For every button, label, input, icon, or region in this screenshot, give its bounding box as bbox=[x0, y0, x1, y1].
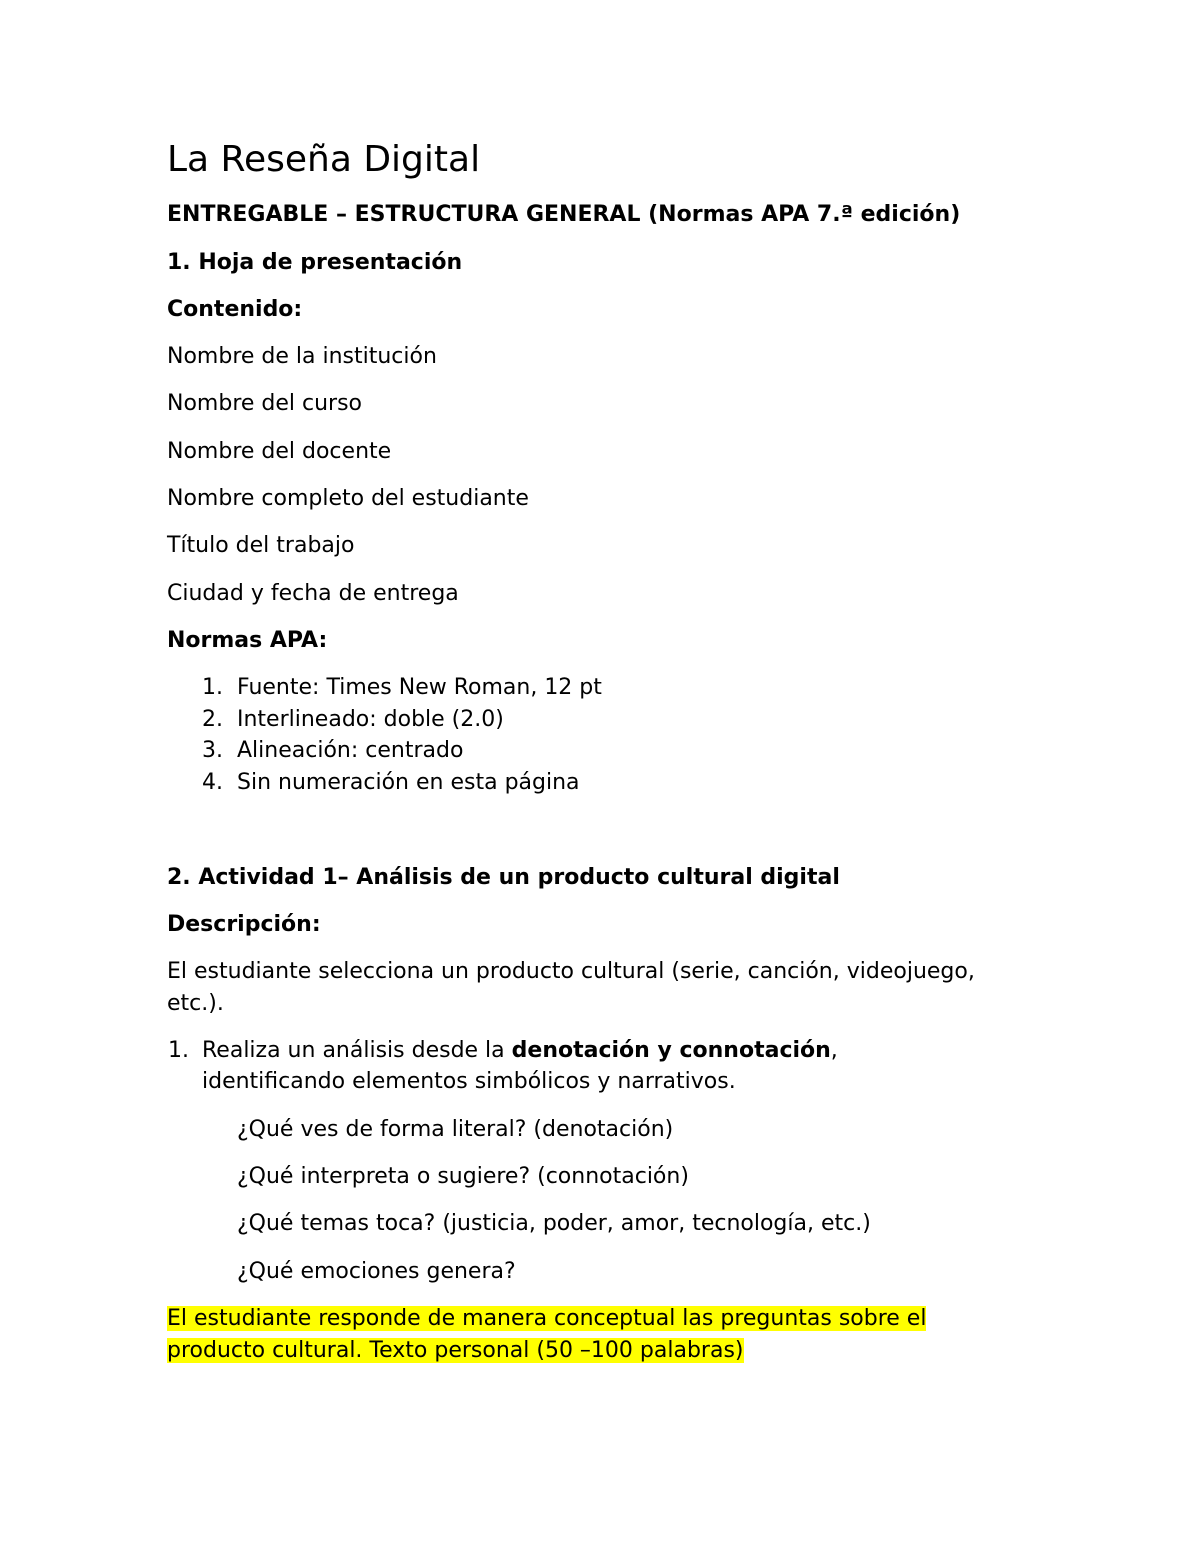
list-text-end: , bbox=[830, 1038, 838, 1063]
section2-heading: 2. Actividad 1– Análisis de un producto cultural digital bbox=[167, 865, 840, 890]
highlighted-instruction bbox=[167, 1335, 744, 1366]
list-text-bold: denotación y connotación bbox=[511, 1038, 831, 1063]
intro-text: etc.). bbox=[167, 991, 224, 1016]
contenido-item: Ciudad y fecha de entrega bbox=[167, 581, 459, 606]
contenido-item: Nombre completo del estudiante bbox=[167, 486, 529, 511]
list-text: Interlineado: doble (2.0) bbox=[237, 707, 504, 732]
highlighted-text: El estudiante responde de manera conceptual las preguntas sobre el bbox=[167, 1306, 927, 1331]
normas-label: Normas APA: bbox=[167, 628, 328, 653]
list-text-continuation: identificando elementos simbólicos y narrativos. bbox=[202, 1069, 736, 1094]
contenido-item: Nombre del curso bbox=[167, 391, 363, 416]
highlighted-instruction bbox=[167, 1303, 926, 1334]
list-text bbox=[202, 1035, 838, 1066]
question-item: ¿Qué interpreta o sugiere? (connotación) bbox=[237, 1164, 689, 1189]
list-number: 1. bbox=[202, 675, 223, 700]
section1-heading: 1. Hoja de presentación bbox=[167, 250, 463, 275]
contenido-label: Contenido: bbox=[167, 297, 303, 322]
question-item: ¿Qué ves de forma literal? (denotación) bbox=[237, 1117, 674, 1142]
list-text: Fuente: Times New Roman, 12 pt bbox=[237, 675, 602, 700]
contenido-item: Nombre del docente bbox=[167, 439, 392, 464]
contenido-item: Título del trabajo bbox=[167, 533, 355, 558]
contenido-item: Nombre de la institución bbox=[167, 344, 437, 369]
list-text: Alineación: centrado bbox=[237, 738, 464, 763]
list-text-start: Realiza un análisis desde la bbox=[202, 1038, 512, 1063]
list-number: 1. bbox=[168, 1038, 189, 1063]
list-text: Sin numeración en esta página bbox=[237, 770, 580, 795]
list-number: 4. bbox=[202, 770, 223, 795]
document-subtitle: ENTREGABLE – ESTRUCTURA GENERAL (Normas APA 7.ª edición) bbox=[167, 202, 961, 227]
descripcion-label: Descripción: bbox=[167, 912, 321, 937]
highlighted-text: producto cultural. Texto personal (50 –100 palabras) bbox=[167, 1338, 744, 1363]
list-number: 3. bbox=[202, 738, 223, 763]
list-number: 2. bbox=[202, 707, 223, 732]
question-item: ¿Qué temas toca? (justicia, poder, amor, tecnología, etc.) bbox=[237, 1211, 871, 1236]
question-item: ¿Qué emociones genera? bbox=[237, 1259, 516, 1284]
intro-text: El estudiante selecciona un producto cultural (serie, canción, videojuego, bbox=[167, 959, 975, 984]
document-title: La Reseña Digital bbox=[167, 139, 481, 180]
